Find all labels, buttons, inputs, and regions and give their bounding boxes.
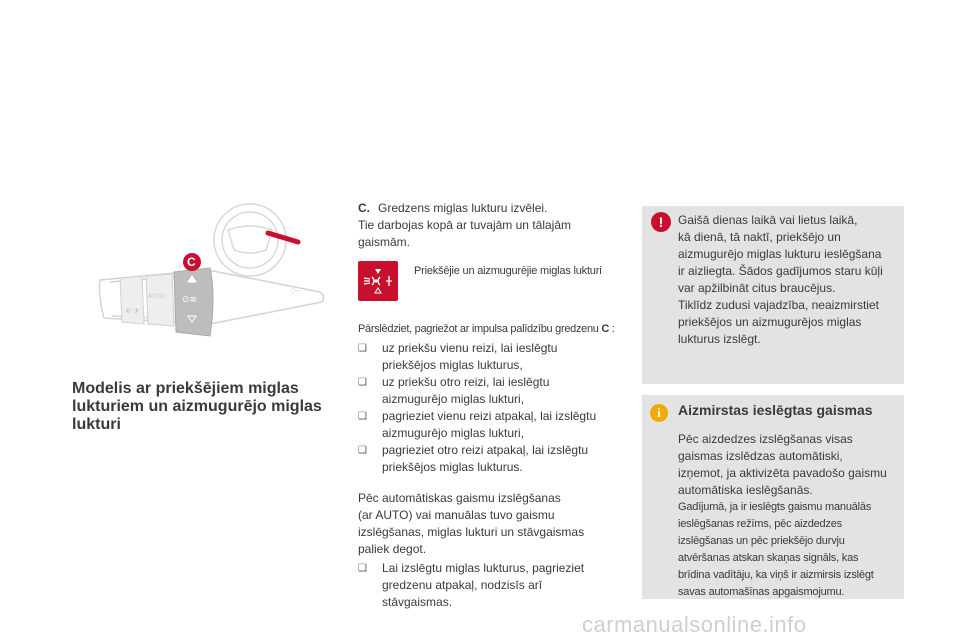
- steering-wheel-icon: [214, 204, 286, 276]
- switch-title: Pārslēdziet, pagriežot ar impulsa palīdzību gredzenu C :: [358, 323, 615, 335]
- list-item: ❑ uz priekšu otro reizi, lai ieslēgtu aizmugurējo miglas lukturi,: [358, 374, 633, 408]
- fog-light-caption: Priekšējie un aizmugurējie miglas lukturi: [414, 265, 602, 277]
- svg-text:⊙≡: ⊙≡: [182, 295, 198, 305]
- front-rear-fog-light-icon: [358, 261, 398, 301]
- warning-box: [642, 206, 904, 384]
- svg-text:AUTO: AUTO: [148, 293, 165, 300]
- info-text: Pēc aizdedzes izslēgšanas visas gaismas izslēdzas automātiski, izņemot, ja aktivizēta pavadošo gaismu automātiska ieslēgšanās. Gadījumā, ja ir ieslēgts gaismu manuālās ieslēgšanas režīms, pēc aizdedzes izslēgšanas un pēc priekšējo durvju atvēršanas atskan skaņas signāls, kas brīdina vadītāju, ka viņš ir aizmirsis izslēgt savas automašīnas apgaismojumu.: [678, 432, 887, 598]
- description-line: gaismām.: [358, 235, 411, 249]
- heading-line: lukturi: [72, 416, 121, 433]
- heading-line: Modelis ar priekšējiem miglas: [72, 380, 299, 397]
- warning-text: Gaišā dienas laikā vai lietus laikā, kā dienā, tā naktī, priekšējo un aizmugurējo miglas lukturu ieslēgšana ir aizliegta. Šādos gadījumos staru kūļi var apžilbināt citus braucējus. Tiklīdz zudusi vajadzība, neaizmirstiet priekšējos un aizmugurējos miglas lukturus izslēgt.: [678, 213, 883, 346]
- svg-text:C: C: [187, 255, 196, 269]
- auto-steps-list: [358, 560, 633, 611]
- list-item: ❑ pagrieziet otro reizi atpakaļ, lai izslēgtu priekšējos miglas lukturus.: [358, 442, 633, 476]
- lighting-stalk-illustration: [90, 200, 330, 355]
- description-line: Tie darbojas kopā ar tuvajām un tālajām: [358, 218, 571, 232]
- list-item: ❑ uz priekšu vienu reizi, lai ieslēgtu priekšējos miglas lukturus,: [358, 340, 633, 374]
- heading-line: lukturiem un aizmugurējo miglas: [72, 398, 322, 415]
- info-title: Aizmirstas ieslēgtas gaismas: [678, 402, 873, 418]
- instructions-column: [358, 200, 633, 611]
- exclamation-icon: !: [651, 212, 671, 232]
- svg-text:○—: ○—: [290, 287, 302, 294]
- info-icon: i: [650, 404, 668, 422]
- list-item: ❑ pagrieziet vienu reizi atpakaļ, lai izslēgtu aizmugurējo miglas lukturi,: [358, 408, 633, 442]
- svg-text:◐ ◑: ◐ ◑: [126, 307, 139, 314]
- info-box: [642, 395, 904, 599]
- auto-paragraph: Pēc automātiskas gaismu izslēgšanas (ar AUTO) vai manuālas tuvo gaismu izslēgšanas, miglas lukturi un stāvgaismas paliek degot.: [358, 491, 585, 556]
- switch-steps-list: [358, 340, 633, 476]
- watermark: carmanualsonline.info: [582, 612, 807, 637]
- ring-c-description: C. Gredzens miglas lukturu izvēlei.: [358, 201, 548, 215]
- list-item: ❑ Lai izslēgtu miglas lukturus, pagrieziet gredzenu atpakaļ, nodzisīs arī stāvgaismas.: [358, 560, 633, 611]
- section-heading: [72, 380, 342, 434]
- ring-letter: C.: [358, 201, 370, 215]
